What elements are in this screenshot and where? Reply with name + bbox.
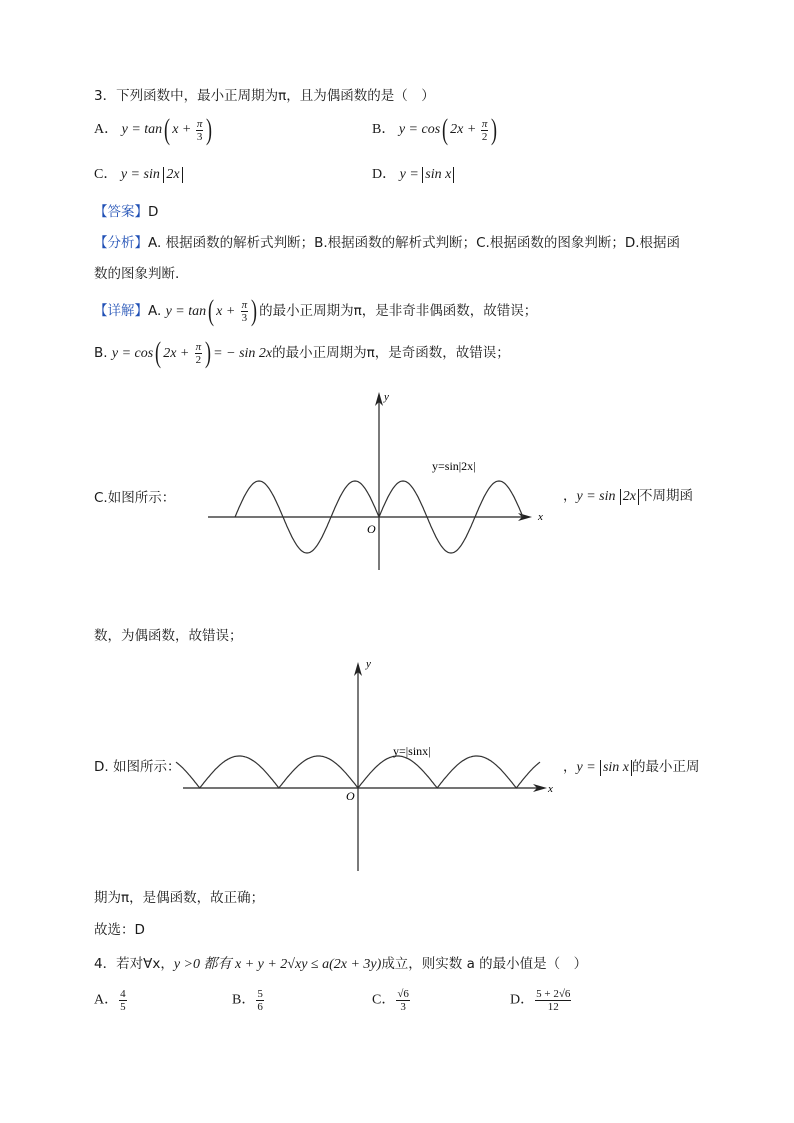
detail-suffix-text: 的最小正周 — [632, 759, 700, 775]
y-axis-label: y — [366, 658, 371, 670]
graph-sin-abs-2x — [200, 388, 545, 573]
option-label: D． — [510, 992, 535, 1008]
q3-option-c — [94, 163, 183, 183]
analysis-line-2: 数的图象判断. — [94, 266, 180, 282]
frac-den: 2 — [481, 130, 488, 143]
option-abs: 2x — [163, 167, 182, 183]
answer-tag: 【答案】 — [94, 204, 148, 220]
option-abs: sin x — [422, 167, 454, 183]
frac-num: π — [195, 340, 202, 353]
detail-math: = − sin 2x — [213, 346, 273, 361]
q4-condition: y >0 都有 x + y + 2√xy ≤ a(2x + 3y) — [173, 957, 382, 972]
option-math: x + — [172, 122, 192, 138]
frac-num: π — [481, 117, 488, 130]
q4-option-b — [232, 988, 265, 1013]
detail-tag: 【详解】 — [94, 303, 148, 319]
option-math: y = — [399, 167, 419, 182]
detail-prefix: B. — [94, 345, 108, 361]
detail-d-suffix: ，y = sin x 的最小正周 — [563, 759, 700, 775]
frac-den: 3 — [241, 311, 248, 324]
detail-abs: 2x — [620, 489, 639, 505]
detail-d-line-2: 期为π，是偶函数，故正确； — [94, 890, 265, 906]
frac-den: 6 — [257, 1001, 263, 1013]
detail-abs: sin x — [600, 760, 632, 776]
option-label: B． — [372, 122, 396, 138]
q4-stem-prefix: 4．若对∀x， — [94, 956, 174, 972]
q4-stem-suffix: 成立，则实数 a 的最小值是（ ） — [381, 956, 588, 972]
detail-math: y = sin — [576, 489, 616, 504]
detail-a-line: 【详解】A. y = tan( x + $\frac{\pi}{3}$ ) 的最小正周期为π，是非奇非偶函数，故错误； — [94, 294, 538, 327]
frac-den: 3 — [400, 1001, 406, 1013]
detail-suffix-text: 不周期函 — [639, 488, 694, 504]
detail-prefix: A. — [148, 303, 162, 319]
frac-den: 2 — [195, 353, 202, 366]
q4-option-a — [94, 988, 128, 1013]
detail-d-prefix: D. 如图所示： — [94, 759, 181, 775]
detail-c-line-2: 数，为偶函数，故错误； — [94, 628, 243, 644]
detail-math: x + — [216, 304, 236, 319]
option-label: D． — [372, 167, 397, 182]
frac-num: π — [196, 117, 203, 130]
q3-stem: 3．下列函数中，最小正周期为π，且为偶函数的是（ ） — [94, 88, 435, 104]
detail-math: y = — [576, 760, 596, 775]
analysis-text: A. 根据函数的解析式判断；B.根据函数的解析式判断；C.根据函数的图象判断；D.根据函 — [148, 235, 681, 251]
frac-den: 3 — [196, 130, 203, 143]
option-label: C． — [94, 167, 118, 182]
detail-c-prefix: C.如图所示： — [94, 490, 176, 506]
x-axis-label: x — [548, 783, 553, 795]
curve-label: y=|sinx| — [393, 744, 431, 758]
q4-option-d — [510, 988, 572, 1013]
frac-num: √6 — [397, 988, 409, 1000]
option-label: C． — [372, 992, 396, 1008]
detail-suffix: 的最小正周期为π，是奇函数，故错误； — [272, 345, 510, 361]
analysis-tag: 【分析】 — [94, 235, 148, 251]
q3-option-d — [372, 163, 454, 183]
y-axis-label: y — [384, 391, 389, 403]
detail-b-line: B. y = cos( 2x + $\frac{\pi}{2}$ ) = − sin 2x的最小正周期为π，是奇函数，故错误； — [94, 336, 510, 369]
q3-option-a: A． y = tan( x + $\frac{\pi}{3}$ ) — [94, 113, 213, 146]
origin-label: O — [346, 789, 355, 803]
detail-suffix: 的最小正周期为π，是非奇非偶函数，故错误； — [259, 303, 538, 319]
option-math: y = tan — [121, 122, 163, 138]
frac-num: 5 — [257, 988, 263, 1000]
option-label: A． — [94, 992, 119, 1008]
x-axis-label: x — [538, 511, 543, 523]
analysis-line — [94, 231, 680, 251]
frac-num: π — [241, 298, 248, 311]
q3-option-b: B． y = cos( 2x + $\frac{\pi}{2}$ ) — [372, 113, 498, 146]
q4-option-c — [372, 988, 411, 1013]
curve-label: y=sin|2x| — [432, 459, 476, 473]
frac-den: 5 — [120, 1001, 126, 1013]
origin-label: O — [367, 522, 376, 536]
frac-den: 12 — [547, 1001, 559, 1013]
option-math: 2x + — [450, 122, 477, 138]
option-label: A． — [94, 122, 119, 138]
frac-num: 4 — [120, 988, 126, 1000]
detail-math: y = cos — [111, 346, 154, 361]
graph-abs-sin-x — [175, 655, 560, 875]
frac-num: 5 + 2√6 — [536, 988, 571, 1000]
option-label: B． — [232, 992, 256, 1008]
q4-stem — [94, 952, 587, 973]
detail-math: y = tan — [165, 304, 207, 319]
conclusion: 故选：D — [94, 922, 145, 938]
option-math: y = cos — [398, 122, 441, 138]
answer-value: D — [148, 204, 159, 220]
detail-c-suffix: ，y = sin 2x 不周期函 — [563, 488, 694, 504]
detail-math: 2x + — [163, 346, 190, 361]
option-math: y = sin — [120, 167, 160, 182]
answer-line — [94, 200, 158, 220]
